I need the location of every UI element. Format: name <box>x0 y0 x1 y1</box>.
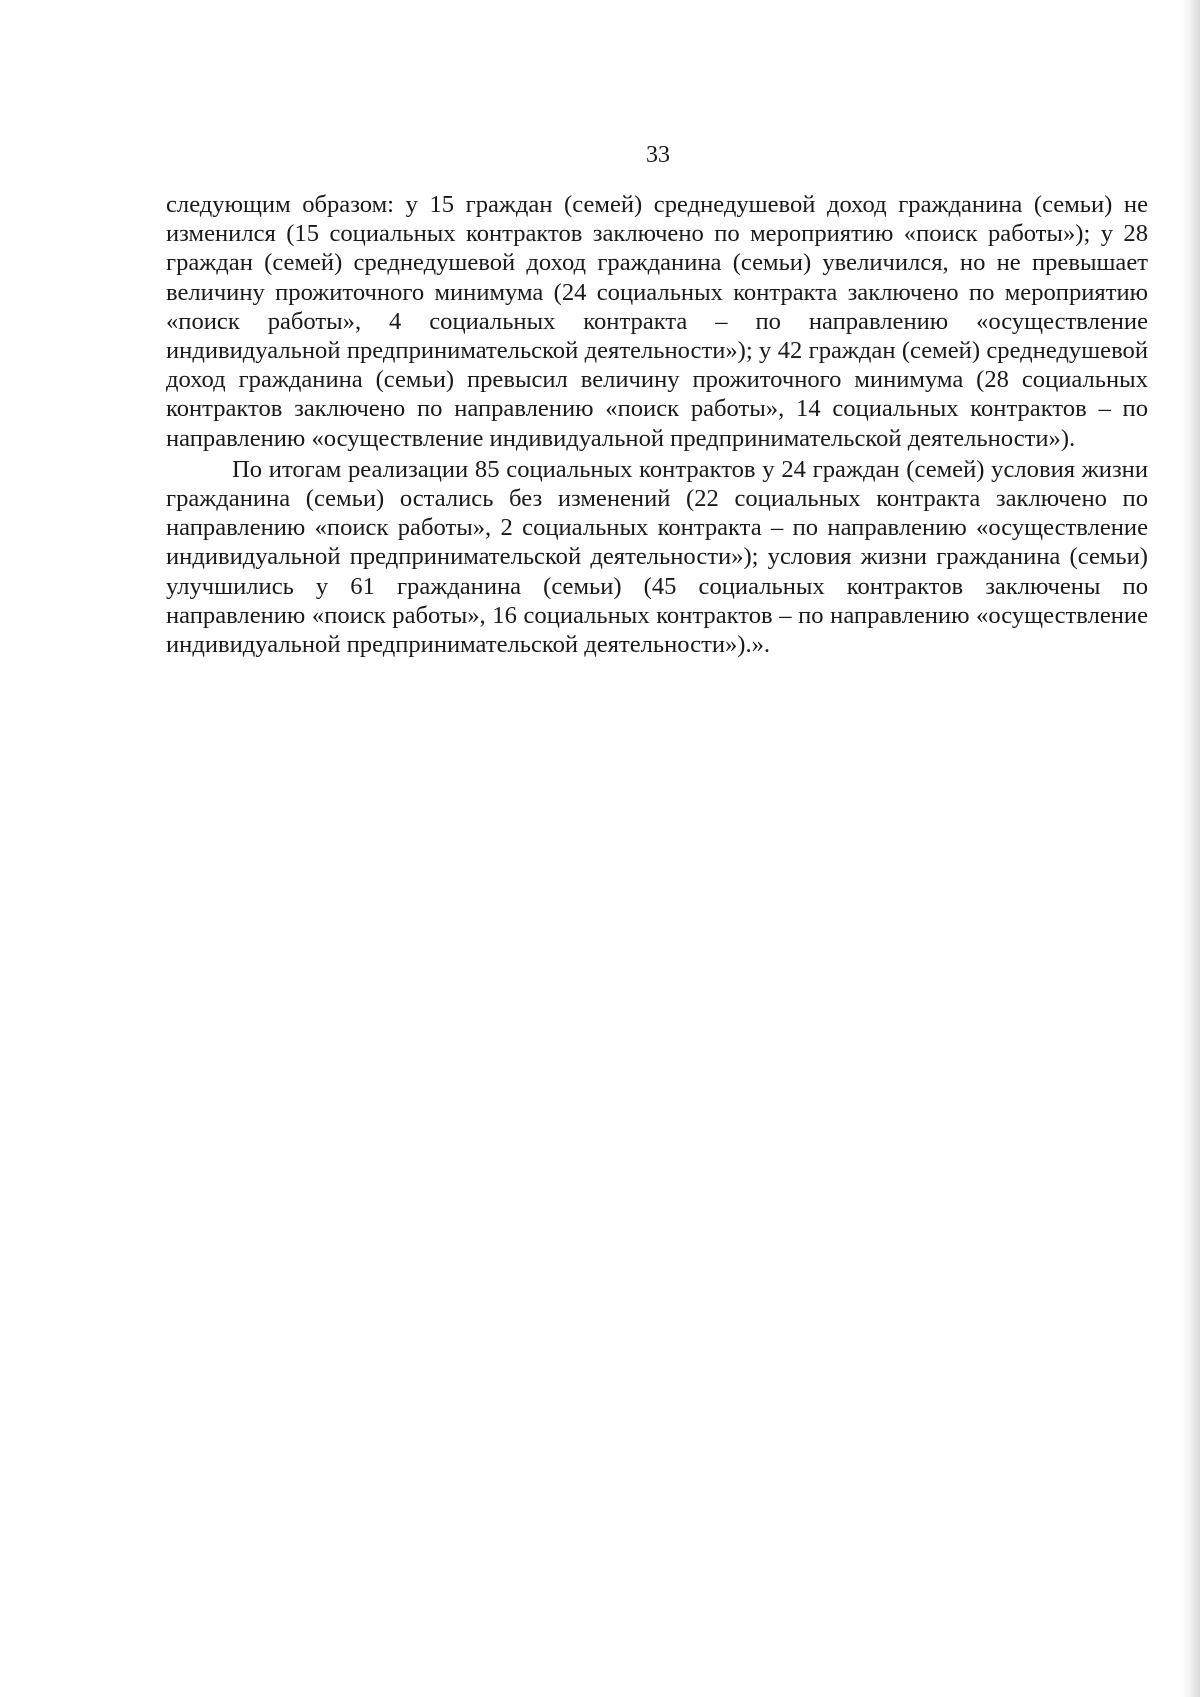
page-number: 33 <box>646 142 670 168</box>
document-body <box>166 190 1148 661</box>
paragraph-results: По итогам реализации 85 социальных контрактов у 24 граждан (семей) условия жизни гражданина (семьи) остались без изменений (22 социальных контракта заключено по направлению «поиск работы», 2 социальных контракта – по направлению «осуществление индивидуальной предпринимательской деятельности»); условия жизни гражданина (семьи) улучшились у 61 гражданина (семьи) (45 социальных контрактов заключены по направлению «поиск работы», 16 социальных контрактов – по направлению «осуществление индивидуальной предпринимательской деятельности»).». <box>166 455 1148 659</box>
page-edge-shadow <box>1182 0 1200 1697</box>
paragraph-continuation: следующим образом: у 15 граждан (семей) среднедушевой доход гражданина (семьи) не изменился (15 социальных контрактов заключено по мероприятию «поиск работы»); у 28 граждан (семей) среднедушевой доход гражданина (семьи) увеличился, но не превышает величину прожиточного минимума (24 социальных контракта заключено по мероприятию «поиск работы», 4 социальных контракта – по направлению «осуществление индивидуальной предпринимательской деятельности»); у 42 граждан (семей) среднедушевой доход гражданина (семьи) превысил величину прожиточного минимума (28 социальных контрактов заключено по направлению «поиск работы», 14 социальных контрактов – по направлению «осуществление индивидуальной предпринимательской деятельности»). <box>166 191 1148 452</box>
